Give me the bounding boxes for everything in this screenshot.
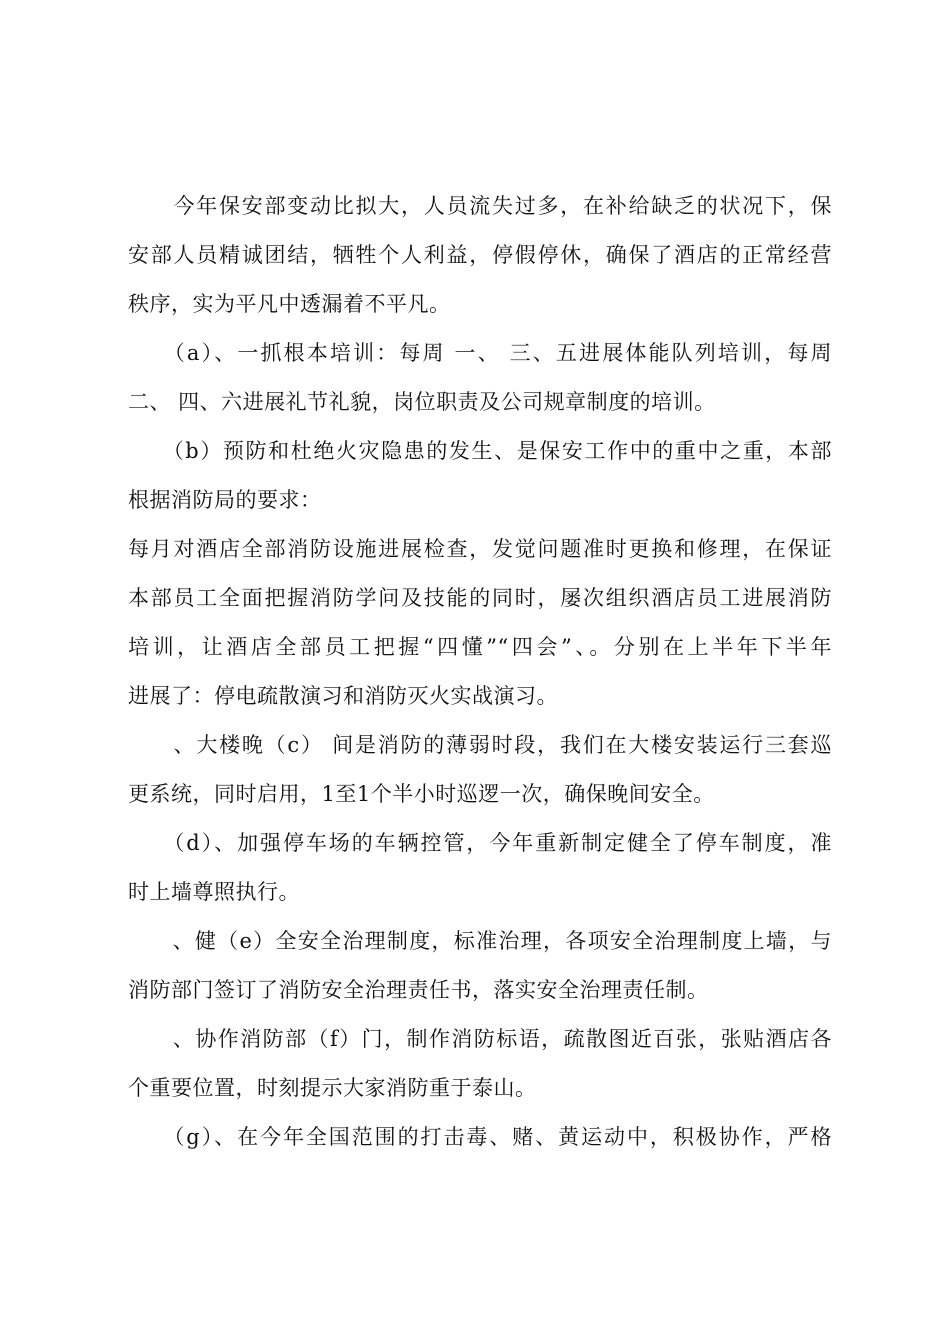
- paragraph-line: （d）、加强停车场的车辆控管，今年重新制定健全了停车制度，准: [128, 831, 832, 855]
- paragraph-line: 每月对酒店全部消防设施进展检查，发觉问题准时更换和修理，在保证: [128, 537, 832, 561]
- paragraph-line: 安部人员精诚团结，牺牲个人利益，停假停休，确保了酒店的正常经营: [128, 243, 832, 267]
- paragraph-line: （g）、在今年全国范围的打击毒、赌、黄运动中，积极协作，严格: [128, 1125, 832, 1149]
- paragraph-line: 、健（e）全安全治理制度，标准治理，各项安全治理制度上墙，与: [128, 929, 832, 953]
- paragraph-line: 本部员工全面把握消防学问及技能的同时，屡次组织酒店员工进展消防: [128, 586, 832, 610]
- paragraph-line: 根据消防局的要求：: [128, 488, 322, 512]
- paragraph-line: 个重要位置，时刻提示大家消防重于泰山。: [128, 1076, 537, 1100]
- paragraph-line: 时上墙尊照执行。: [128, 880, 300, 904]
- paragraph-line: 二、 四、六进展礼节礼貌，岗位职责及公司规章制度的培训。: [128, 390, 716, 414]
- paragraph-line: （a）、一抓根本培训：每周 一、 三、五进展体能队列培训，每周: [128, 341, 832, 365]
- paragraph-line: 消防部门签订了消防安全治理责任书，落实安全治理责任制。: [128, 978, 709, 1002]
- document-body: [128, 182, 832, 1162]
- paragraph-line: 今年保安部变动比拟大，人员流失过多，在补给缺乏的状况下，保: [128, 194, 832, 218]
- paragraph-line: 、协作消防部（f）门，制作消防标语，疏散图近百张，张贴酒店各: [128, 1027, 832, 1051]
- paragraph-line: 培训，让酒店全部员工把握“四懂”“四会”、。分别在上半年下半年: [128, 635, 832, 659]
- paragraph-line: 秩序，实为平凡中透漏着不平凡。: [128, 292, 451, 316]
- paragraph-line: 、大楼晚（c） 间是消防的薄弱时段，我们在大楼安装运行三套巡: [128, 733, 832, 757]
- paragraph-line: （b）预防和杜绝火灾隐患的发生、是保安工作中的重中之重，本部: [128, 439, 832, 463]
- paragraph-line: 更系统，同时启用，1至1个半小时巡逻一次，确保晚间安全。: [128, 782, 715, 806]
- paragraph-line: 进展了：停电疏散演习和消防灭火实战演习。: [128, 684, 558, 708]
